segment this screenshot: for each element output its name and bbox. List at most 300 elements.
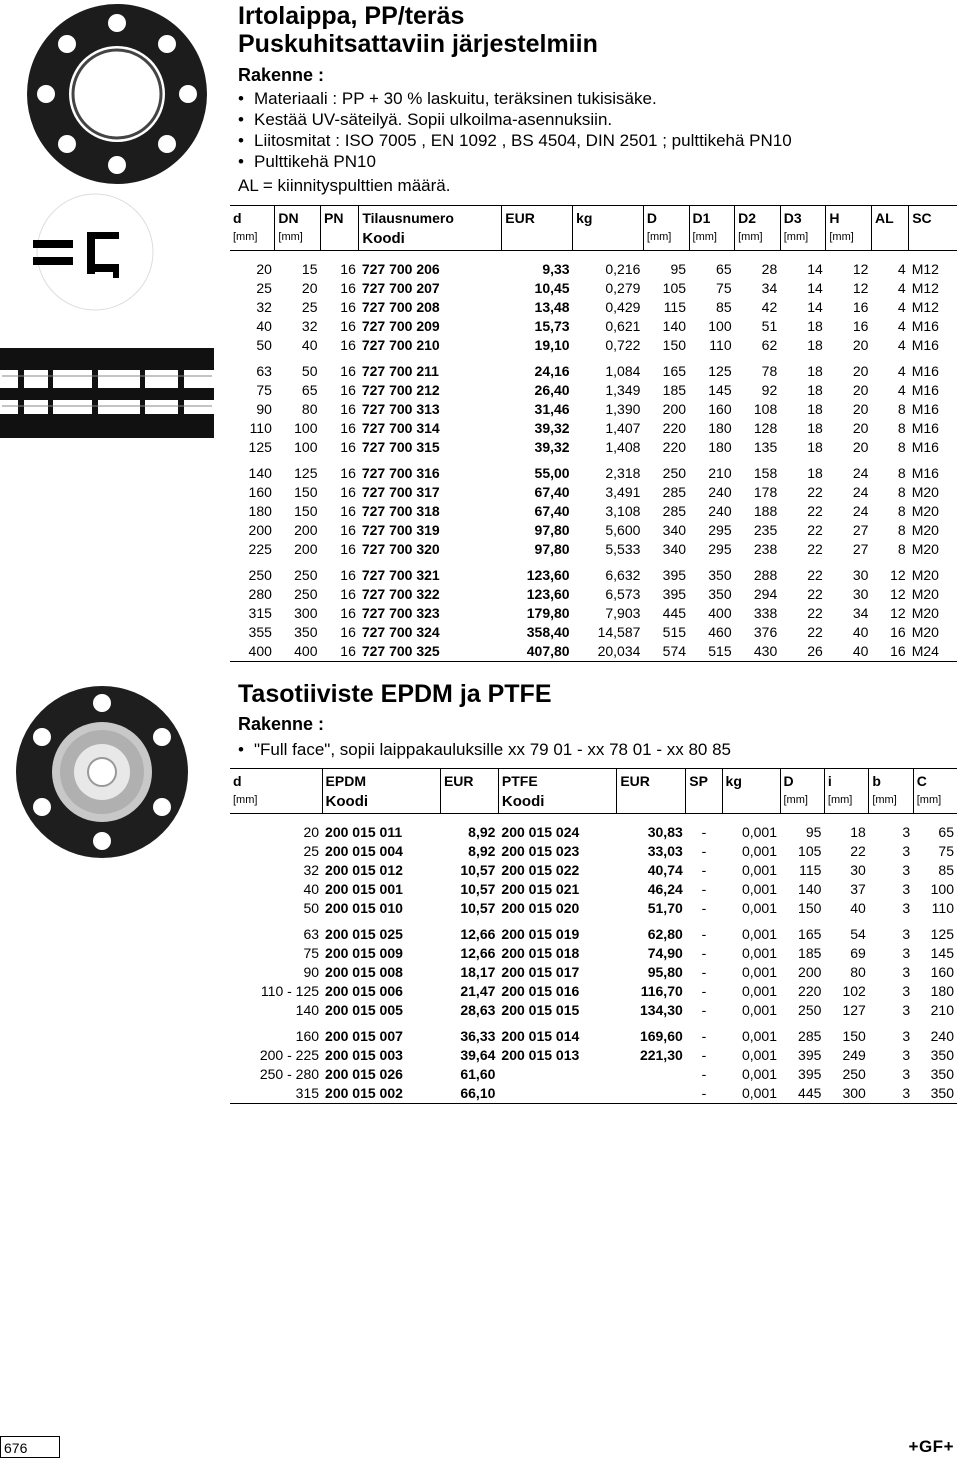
table1-cell: M16 bbox=[911, 401, 939, 417]
table2-cell: 3 bbox=[902, 1028, 911, 1044]
table1-header-label: D bbox=[646, 210, 658, 226]
table1-cell: 285 bbox=[662, 484, 687, 500]
table2-cell: - bbox=[701, 1066, 707, 1082]
table-row bbox=[230, 814, 957, 843]
table2-header-cell bbox=[498, 769, 616, 814]
table1-cell: 125 bbox=[708, 363, 732, 379]
table1-cell: 125 bbox=[248, 439, 272, 455]
table1-cell: 727 700 314 bbox=[361, 420, 440, 436]
table1-cell: 400 bbox=[275, 642, 321, 662]
table1-cell: M20 bbox=[911, 484, 939, 500]
table1-cell: 727 700 317 bbox=[361, 484, 440, 500]
table1-cell: 430 bbox=[735, 642, 781, 662]
table2-cell: 3 bbox=[902, 926, 911, 942]
table-row bbox=[230, 502, 957, 521]
table1-header-label: EUR bbox=[505, 210, 535, 226]
table2-cell: 75 bbox=[938, 843, 954, 859]
table2-cell: 32 bbox=[303, 862, 320, 878]
table1-header-cell bbox=[643, 206, 689, 251]
table2-cell: 200 015 005 bbox=[325, 1002, 403, 1018]
table1-cell: 4 bbox=[897, 261, 906, 277]
table1-cell: 26,40 bbox=[534, 382, 570, 398]
table2-header-unit: [mm] bbox=[916, 794, 942, 806]
table2-cell: 160 bbox=[295, 1028, 320, 1044]
table2-cell: 250 bbox=[798, 1002, 822, 1018]
table2-cell: 169,60 bbox=[639, 1028, 683, 1044]
table1-cell: 10,45 bbox=[534, 280, 570, 296]
table2-cell: 75 bbox=[303, 945, 320, 961]
section1-title-line2: Puskuhitsattaviin järjestelmiin bbox=[238, 30, 598, 58]
table2-cell: - bbox=[701, 824, 707, 840]
table2-header-label: d bbox=[233, 773, 242, 789]
table1-cell: 727 700 320 bbox=[361, 541, 440, 557]
table2-cell: 200 015 010 bbox=[325, 900, 403, 916]
table-row bbox=[230, 317, 957, 336]
table1-header-label: DN bbox=[278, 210, 299, 226]
table2-header-unit: [mm] bbox=[872, 794, 897, 806]
table1-cell: 67,40 bbox=[534, 503, 570, 519]
table2-cell: 180 bbox=[930, 983, 954, 999]
table1-cell: 238 bbox=[753, 541, 778, 557]
table1-cell: 294 bbox=[753, 586, 778, 602]
table2-cell: 110 - 125 bbox=[260, 983, 320, 999]
table2-cell: 200 015 007 bbox=[325, 1028, 403, 1044]
table2-cell: 66,10 bbox=[440, 1084, 498, 1104]
table2-cell: 200 015 016 bbox=[501, 983, 580, 999]
table-row bbox=[230, 1046, 957, 1065]
table1-cell: 300 bbox=[294, 605, 318, 621]
table-row bbox=[230, 1020, 957, 1046]
bullet-material: • Materiaali : PP + 30 % laskuitu, teräksinen tukisisäke. bbox=[238, 88, 792, 109]
table2-cell: 210 bbox=[930, 1002, 954, 1018]
table2-header-unit bbox=[444, 791, 495, 809]
flange-symbol bbox=[5, 192, 230, 312]
table2-cell: 3 bbox=[902, 843, 911, 859]
table2-cell: 0,001 bbox=[741, 1002, 777, 1018]
table1-cell: 1,349 bbox=[605, 382, 641, 398]
table1-cell: 22 bbox=[807, 605, 823, 621]
table2-cell: 3 bbox=[902, 1066, 911, 1082]
table1-cell: 8 bbox=[897, 522, 906, 538]
table-row bbox=[230, 842, 957, 861]
table2-cell: - bbox=[701, 843, 707, 859]
table1-cell: 20 bbox=[301, 280, 318, 296]
table1-cell: 20 bbox=[852, 337, 869, 353]
table1-cell: M16 bbox=[911, 465, 939, 481]
table1-cell: 16 bbox=[340, 337, 356, 353]
table2-cell: 3 bbox=[902, 862, 911, 878]
table2-header-cell bbox=[869, 769, 913, 814]
table1-cell: 0,279 bbox=[605, 280, 641, 296]
table1-cell: 180 bbox=[708, 420, 732, 436]
table2-cell: 22 bbox=[850, 843, 866, 859]
table1-header-unit bbox=[505, 228, 569, 246]
section1-title-line1: Irtolaippa, PP/teräs bbox=[238, 2, 465, 30]
table-row bbox=[230, 355, 957, 381]
table-row bbox=[230, 457, 957, 483]
table1-cell: 3,491 bbox=[605, 484, 641, 500]
table1-header-cell bbox=[826, 206, 872, 251]
table2-header-label: SP bbox=[689, 773, 708, 789]
table2-cell: - bbox=[701, 1047, 707, 1063]
table1-cell: 16 bbox=[340, 567, 356, 583]
table1-cell: 400 bbox=[230, 642, 275, 662]
table2-header-cell bbox=[230, 769, 322, 814]
table1-header-label: PN bbox=[324, 210, 344, 226]
table1-cell: 515 bbox=[689, 642, 735, 662]
table1-cell: 39,32 bbox=[534, 420, 570, 436]
table-row bbox=[230, 483, 957, 502]
table-row bbox=[230, 623, 957, 642]
table2-cell: - bbox=[701, 983, 707, 999]
flange-photo bbox=[5, 2, 230, 187]
table1-cell: 12 bbox=[890, 586, 906, 602]
table2-cell: 200 015 018 bbox=[501, 945, 580, 961]
table1-cell: 727 700 323 bbox=[361, 605, 440, 621]
table2-cell: 10,57 bbox=[460, 900, 496, 916]
section1-structure-label: Rakenne : bbox=[238, 65, 325, 85]
table1-cell: 39,32 bbox=[534, 439, 570, 455]
table1-cell: 22 bbox=[807, 624, 823, 640]
page-number: 676 bbox=[0, 1436, 60, 1458]
section2-bullet-list bbox=[238, 739, 731, 760]
table1-header-cell bbox=[275, 206, 321, 251]
table1-cell: 22 bbox=[807, 567, 823, 583]
table1-cell: M12 bbox=[911, 261, 939, 277]
table2-cell: - bbox=[686, 1084, 722, 1104]
table1-cell: 16 bbox=[340, 503, 356, 519]
table2-cell: 40 bbox=[303, 881, 320, 897]
table1-cell: 295 bbox=[708, 541, 732, 557]
table2-cell: 95 bbox=[805, 824, 822, 840]
table2-cell: 51,70 bbox=[647, 900, 683, 916]
table1-cell: 250 bbox=[248, 567, 272, 583]
table2-cell: 0,001 bbox=[722, 1084, 780, 1104]
table1-cell: 225 bbox=[248, 541, 272, 557]
table1-header-unit: [mm] bbox=[738, 231, 763, 243]
table2-cell: 116,70 bbox=[640, 983, 683, 999]
table2-cell: 350 bbox=[930, 1047, 954, 1063]
table2-cell: 200 015 006 bbox=[325, 983, 403, 999]
table-row bbox=[230, 298, 957, 317]
table1-cell: 140 bbox=[248, 465, 272, 481]
table2-cell: 200 015 024 bbox=[501, 824, 580, 840]
table1-cell: 15 bbox=[301, 261, 318, 277]
table1-cell: 50 bbox=[301, 363, 318, 379]
table2-cell: 0,001 bbox=[741, 1066, 777, 1082]
table1-cell: 200 bbox=[294, 522, 318, 538]
table2-cell: 0,001 bbox=[741, 900, 777, 916]
table1-cell: 727 700 316 bbox=[361, 465, 440, 481]
table1-cell: 32 bbox=[256, 299, 272, 315]
table1-cell: 97,80 bbox=[534, 522, 570, 538]
table1-cell: 22 bbox=[807, 541, 823, 557]
table1-cell: 160 bbox=[708, 401, 732, 417]
table2-cell bbox=[617, 1084, 686, 1104]
table1-cell: 180 bbox=[248, 503, 272, 519]
table1-cell: M20 bbox=[911, 541, 939, 557]
table1-cell: 188 bbox=[753, 503, 778, 519]
table1-cell: 315 bbox=[248, 605, 272, 621]
table2-cell: 10,57 bbox=[460, 881, 496, 897]
table2-cell: 62,80 bbox=[647, 926, 683, 942]
table-row bbox=[230, 604, 957, 623]
table1-cell: 123,60 bbox=[526, 586, 570, 602]
table1-cell: 16 bbox=[340, 586, 356, 602]
table1-cell: 18 bbox=[807, 465, 823, 481]
table1-cell: 42 bbox=[761, 299, 778, 315]
table1-cell: 0,216 bbox=[605, 261, 641, 277]
table1-cell: 3,108 bbox=[605, 503, 641, 519]
section1-note: AL = kiinnityspulttien määrä. bbox=[238, 176, 451, 195]
table2-header-label: kg bbox=[725, 773, 742, 789]
table1-cell: 30 bbox=[852, 586, 869, 602]
table2-cell: 0,001 bbox=[741, 843, 777, 859]
table1-cell: 210 bbox=[708, 465, 732, 481]
table2-cell: 0,001 bbox=[741, 862, 777, 878]
table2-cell: 85 bbox=[938, 862, 954, 878]
table1-cell: 80 bbox=[301, 401, 318, 417]
table2-cell: 240 bbox=[930, 1028, 954, 1044]
table2-header-cell bbox=[824, 769, 868, 814]
table1-cell: 16 bbox=[321, 642, 359, 662]
table1-header-cell bbox=[502, 206, 573, 251]
table1-cell: 8 bbox=[897, 465, 906, 481]
table1-cell: 376 bbox=[753, 624, 778, 640]
table1-header-cell bbox=[871, 206, 908, 251]
table1-cell: 727 700 207 bbox=[361, 280, 440, 296]
table1-header-unit: [mm] bbox=[829, 231, 854, 243]
table2-cell: 8,92 bbox=[468, 824, 496, 840]
table1-header-unit bbox=[875, 228, 905, 246]
table1-header-unit bbox=[324, 228, 355, 246]
table2-cell: 18,17 bbox=[460, 964, 496, 980]
table1-cell: 295 bbox=[708, 522, 732, 538]
table2-cell: 3 bbox=[902, 900, 911, 916]
table2-cell: 127 bbox=[842, 1002, 866, 1018]
table1-cell: 16 bbox=[340, 261, 356, 277]
table1-header-label: H bbox=[829, 210, 840, 226]
table1-header-cell bbox=[321, 206, 359, 251]
table2-cell: 125 bbox=[930, 926, 954, 942]
table1-cell: 250 bbox=[662, 465, 687, 481]
table2-cell: 115 bbox=[799, 862, 822, 878]
table1-cell: 20 bbox=[852, 439, 869, 455]
table2-cell bbox=[498, 1065, 616, 1084]
table1-cell: M16 bbox=[911, 337, 939, 353]
table1-header-unit: [mm] bbox=[278, 231, 303, 243]
table1-cell: 123,60 bbox=[526, 567, 570, 583]
table2-cell: 285 bbox=[798, 1028, 822, 1044]
table1-cell: 445 bbox=[662, 605, 687, 621]
table1-cell: 13,48 bbox=[534, 299, 570, 315]
table1-cell: 16 bbox=[340, 522, 356, 538]
table2-cell: 250 - 280 bbox=[259, 1066, 320, 1082]
table-row bbox=[230, 918, 957, 944]
table2-header-label: i bbox=[827, 773, 832, 789]
table1-cell: 24 bbox=[852, 484, 869, 500]
table2-cell: 3 bbox=[902, 945, 911, 961]
table-row bbox=[230, 559, 957, 585]
table1-cell: 16 bbox=[340, 465, 356, 481]
table1-cell: 8 bbox=[897, 503, 906, 519]
table2-cell: 74,90 bbox=[647, 945, 683, 961]
table1-cell: 19,10 bbox=[534, 337, 570, 353]
table1-cell: 16 bbox=[340, 401, 356, 417]
table-row bbox=[230, 279, 957, 298]
table2-header-label: b bbox=[872, 773, 881, 789]
table2-cell: 40,74 bbox=[647, 862, 683, 878]
table2-cell: 185 bbox=[798, 945, 822, 961]
table-row bbox=[230, 585, 957, 604]
table1-header-unit: [mm] bbox=[646, 231, 672, 243]
table1-cell: 22 bbox=[807, 586, 823, 602]
section1-bullet-list bbox=[238, 88, 792, 172]
table1-cell: 16 bbox=[340, 624, 356, 640]
table1-cell: 727 700 321 bbox=[361, 567, 440, 583]
flange-cross-section bbox=[0, 348, 214, 438]
table2-cell: - bbox=[701, 1002, 707, 1018]
table1-cell: 100 bbox=[294, 420, 318, 436]
table1-cell: 16 bbox=[340, 605, 356, 621]
table1-cell: M20 bbox=[911, 503, 939, 519]
table2-cell: 0,001 bbox=[741, 983, 777, 999]
table-row bbox=[230, 251, 957, 280]
table1-cell: 180 bbox=[708, 439, 732, 455]
table2-cell: 61,60 bbox=[460, 1066, 496, 1082]
table1-cell: 12 bbox=[852, 280, 869, 296]
table2-cell: 150 bbox=[842, 1028, 866, 1044]
table1-cell: 14 bbox=[807, 280, 823, 296]
table1-cell: 727 700 315 bbox=[361, 439, 440, 455]
table1-header-unit bbox=[912, 228, 954, 246]
table1-cell: 727 700 212 bbox=[361, 382, 440, 398]
table2-header-unit: [mm] bbox=[827, 794, 853, 806]
table1-cell: 727 700 324 bbox=[361, 624, 440, 640]
table1-cell: M12 bbox=[911, 280, 939, 296]
table1-cell: 24 bbox=[852, 465, 869, 481]
table2-cell: 30 bbox=[850, 862, 866, 878]
table2-cell: 3 bbox=[902, 824, 911, 840]
table1-cell: 727 700 209 bbox=[361, 318, 440, 334]
table1-cell: 65 bbox=[716, 261, 732, 277]
table2-cell: 200 - 225 bbox=[259, 1047, 320, 1063]
table2-cell: 145 bbox=[930, 945, 954, 961]
table1-cell: 97,80 bbox=[534, 541, 570, 557]
table1-cell: 40 bbox=[256, 318, 272, 334]
table1-cell: 67,40 bbox=[534, 484, 570, 500]
table1-cell: 110 bbox=[249, 420, 272, 436]
table2-cell: 200 015 012 bbox=[325, 862, 403, 878]
table2-header-unit: [mm] bbox=[233, 794, 258, 806]
table2-cell: 0,001 bbox=[741, 1028, 777, 1044]
table1-cell: 727 700 313 bbox=[361, 401, 440, 417]
table2-cell: 140 bbox=[295, 1002, 320, 1018]
table2-cell: 18 bbox=[850, 824, 866, 840]
table1-cell: 0,621 bbox=[605, 318, 641, 334]
table1-cell: 18 bbox=[807, 382, 823, 398]
table1-cell: 6,573 bbox=[605, 586, 641, 602]
table2-cell: 10,57 bbox=[460, 862, 496, 878]
table2-cell: 69 bbox=[850, 945, 866, 961]
table2-cell: 445 bbox=[780, 1084, 824, 1104]
table1-cell: 18 bbox=[807, 420, 823, 436]
table1-cell: 350 bbox=[294, 624, 318, 640]
table1-cell: 32 bbox=[301, 318, 318, 334]
table-row bbox=[230, 1001, 957, 1020]
table-row bbox=[230, 944, 957, 963]
table1-header-cell bbox=[909, 206, 957, 251]
table2-cell: 300 bbox=[824, 1084, 868, 1104]
table2-cell: 350 bbox=[913, 1084, 957, 1104]
table1-cell: 27 bbox=[852, 541, 869, 557]
table2-cell: 0,001 bbox=[741, 926, 777, 942]
table2-cell: 395 bbox=[798, 1047, 822, 1063]
table2-cell: 200 015 003 bbox=[325, 1047, 403, 1063]
section2-structure-label: Rakenne : bbox=[238, 714, 325, 734]
table2-cell: 3 bbox=[902, 964, 911, 980]
table-row bbox=[230, 861, 957, 880]
table2-cell: 134,30 bbox=[639, 1002, 683, 1018]
table1-cell: 8 bbox=[897, 401, 906, 417]
table2-cell: 3 bbox=[902, 983, 911, 999]
table1-cell: 4 bbox=[897, 363, 906, 379]
table2-cell: 200 015 026 bbox=[325, 1066, 403, 1082]
table2-cell: - bbox=[701, 964, 707, 980]
table1-header-cell bbox=[735, 206, 781, 251]
table1-cell: 28 bbox=[761, 261, 778, 277]
table1-header-label: D3 bbox=[783, 210, 802, 226]
table2-header-cell bbox=[913, 769, 957, 814]
table2-cell: 200 015 011 bbox=[325, 824, 403, 840]
table1-cell: 1,390 bbox=[605, 401, 641, 417]
table2-header-label: EUR bbox=[620, 773, 650, 789]
table1-cell: 55,00 bbox=[534, 465, 570, 481]
table1-cell: 51 bbox=[761, 318, 778, 334]
table2-cell: 0,001 bbox=[741, 881, 777, 897]
table2-cell: 12,66 bbox=[460, 926, 496, 942]
table1-cell: 75 bbox=[716, 280, 732, 296]
table2-cell bbox=[498, 1084, 616, 1104]
table2-cell: 40 bbox=[850, 900, 866, 916]
table1-cell: 34 bbox=[761, 280, 778, 296]
table1-cell: 200 bbox=[248, 522, 272, 538]
table1-cell: 338 bbox=[753, 605, 778, 621]
table1-cell: 178 bbox=[753, 484, 778, 500]
table1-cell: 7,903 bbox=[605, 605, 641, 621]
table2-cell: - bbox=[701, 1028, 707, 1044]
table1-cell: 4 bbox=[897, 318, 906, 334]
table2-cell: 21,47 bbox=[460, 983, 496, 999]
table2-header-unit: Koodi bbox=[501, 793, 545, 810]
table2-cell: 110 bbox=[931, 900, 954, 916]
table1-cell: 727 700 208 bbox=[361, 299, 440, 315]
table1-cell: 16 bbox=[890, 624, 906, 640]
table2-cell: 249 bbox=[842, 1047, 866, 1063]
table2-cell: 395 bbox=[798, 1066, 822, 1082]
table1-cell: 250 bbox=[294, 586, 318, 602]
table1-cell: 40 bbox=[301, 337, 318, 353]
table-row bbox=[230, 540, 957, 559]
table2-cell: 200 015 022 bbox=[501, 862, 580, 878]
table1-cell: M16 bbox=[911, 420, 939, 436]
table1-cell: 9,33 bbox=[542, 261, 570, 277]
table1-cell: 90 bbox=[256, 401, 272, 417]
table1-cell: 24,16 bbox=[534, 363, 570, 379]
table1-cell: 0,722 bbox=[605, 337, 641, 353]
table1-cell: 95 bbox=[670, 261, 687, 277]
table1-cell: 355 bbox=[248, 624, 272, 640]
